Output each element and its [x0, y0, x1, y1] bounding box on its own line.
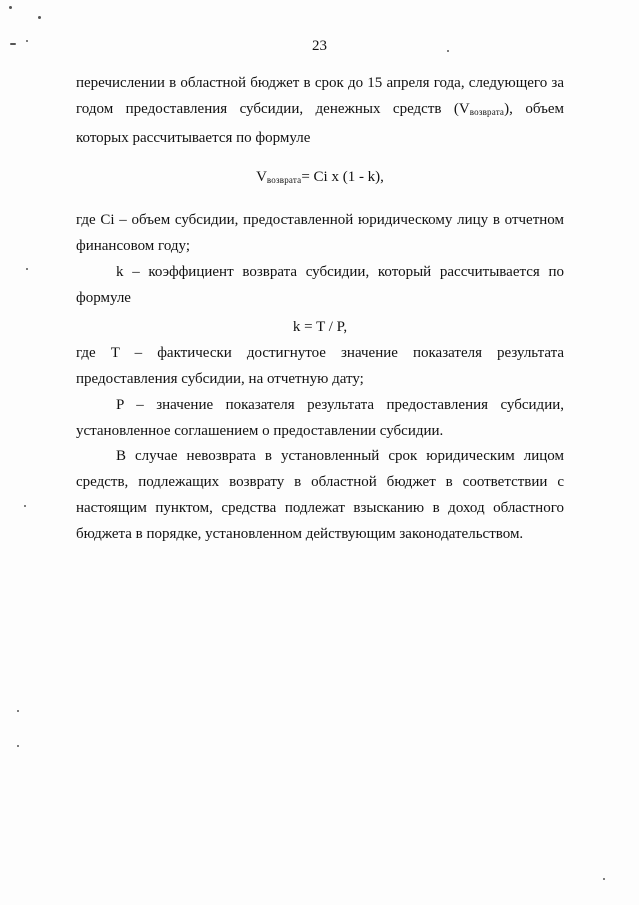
- paragraph-k-definition: k – коэффициент возврата субсидии, который рассчитывается по формуле: [76, 263, 564, 306]
- scan-speck: [24, 505, 26, 507]
- paragraph-t-definition: где T – фактически достигнутое значение показателя результата предоставления субсидии, на отчетную дату;: [76, 345, 564, 387]
- scan-speck: [447, 50, 449, 52]
- scan-speck: [38, 16, 41, 19]
- scan-speck: [10, 43, 16, 45]
- scan-speck: [26, 40, 28, 42]
- formula-subscript: возврата: [266, 175, 302, 186]
- scan-speck: [17, 745, 19, 747]
- page-number: 23: [312, 38, 327, 54]
- scan-speck: [26, 268, 28, 270]
- subscript-text: возврата: [469, 106, 505, 117]
- scan-speck: [603, 878, 605, 880]
- paragraph-p-definition: P – значение показателя результата предоставления субсидии, установленное соглашением о предоставлении субсидии.: [76, 396, 564, 439]
- formula-refund: [76, 151, 564, 208]
- paragraph-refund-transfer: [76, 71, 564, 151]
- formula-expression: = Ci x (1 - k),: [301, 169, 384, 186]
- scan-speck: [9, 6, 12, 9]
- paragraph-text: перечислении в областной бюджет в срок до 15 апреля года, следующего за годом предоставления субсидии, денежных средств (V: [76, 75, 564, 117]
- paragraph-ci-definition: где Ci – объем субсидии, предоставленной юридическому лицу в отчетном финансовом году;: [76, 212, 564, 254]
- formula-k: k = T / P,: [292, 319, 348, 336]
- formula-variable: V: [256, 169, 267, 186]
- paragraph-text: ), объем которых рассчитывается по формуле: [76, 100, 564, 146]
- paragraph-non-return: В случае невозврата в установленный срок юридическим лицом средств, подлежащих возврату в областной бюджет в соответствии с настоящим пунктом, средства подлежат взысканию в доход областного бюджета в порядке, установленном действующим законодательством.: [76, 448, 564, 542]
- document-body: [76, 71, 564, 548]
- scan-speck: [17, 710, 19, 712]
